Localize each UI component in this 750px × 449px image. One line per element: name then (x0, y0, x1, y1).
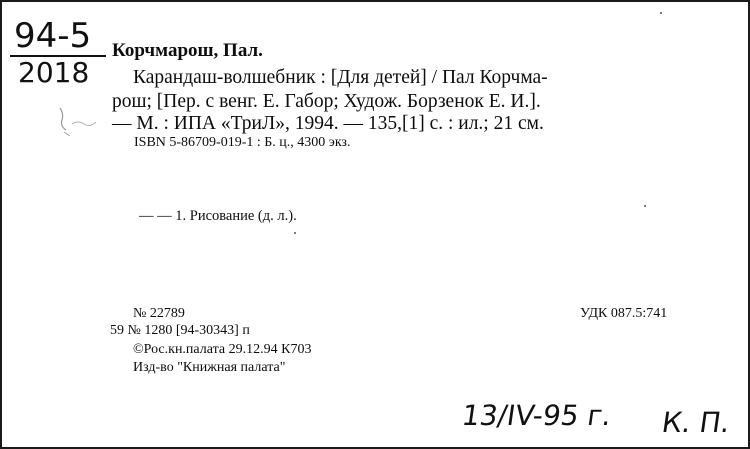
card-number: № 22789 (133, 306, 185, 321)
call-number-bottom: 2018 (18, 56, 90, 89)
speck (660, 12, 662, 14)
description-line-1: Карандаш-волшебник : [Для детей] / Пал Корчма- (133, 67, 548, 88)
publisher-line: Изд-во "Книжная палата" (133, 360, 286, 375)
call-number-top: 94-5 (14, 16, 92, 56)
description-line-2: рош; [Пер. с венг. Е. Габор; Худож. Борзенок Е. И.]. (112, 91, 541, 112)
author-heading: Корчмарош, Пал. (112, 40, 263, 61)
chamber-stamp: ©Рос.кн.палата 29.12.94 К703 (133, 342, 312, 357)
subject-tracing: — — 1. Рисование (д. л.). (139, 208, 297, 224)
speck (294, 232, 296, 234)
order-number: 59 № 1280 [94-30343] п (110, 323, 250, 338)
udc-code: УДК 087.5:741 (580, 306, 668, 321)
handwritten-initials: К. П. (659, 406, 733, 439)
speck (644, 205, 646, 207)
isbn-line: ISBN 5-86709-019-1 : Б. ц., 4300 экз. (134, 135, 351, 150)
handwritten-inventory-note: 13/IV-95 г. (459, 399, 614, 432)
description-line-3: — М. : ИПА «ТриЛ», 1994. — 135,[1] с. : ил.; 21 см. (112, 113, 544, 134)
